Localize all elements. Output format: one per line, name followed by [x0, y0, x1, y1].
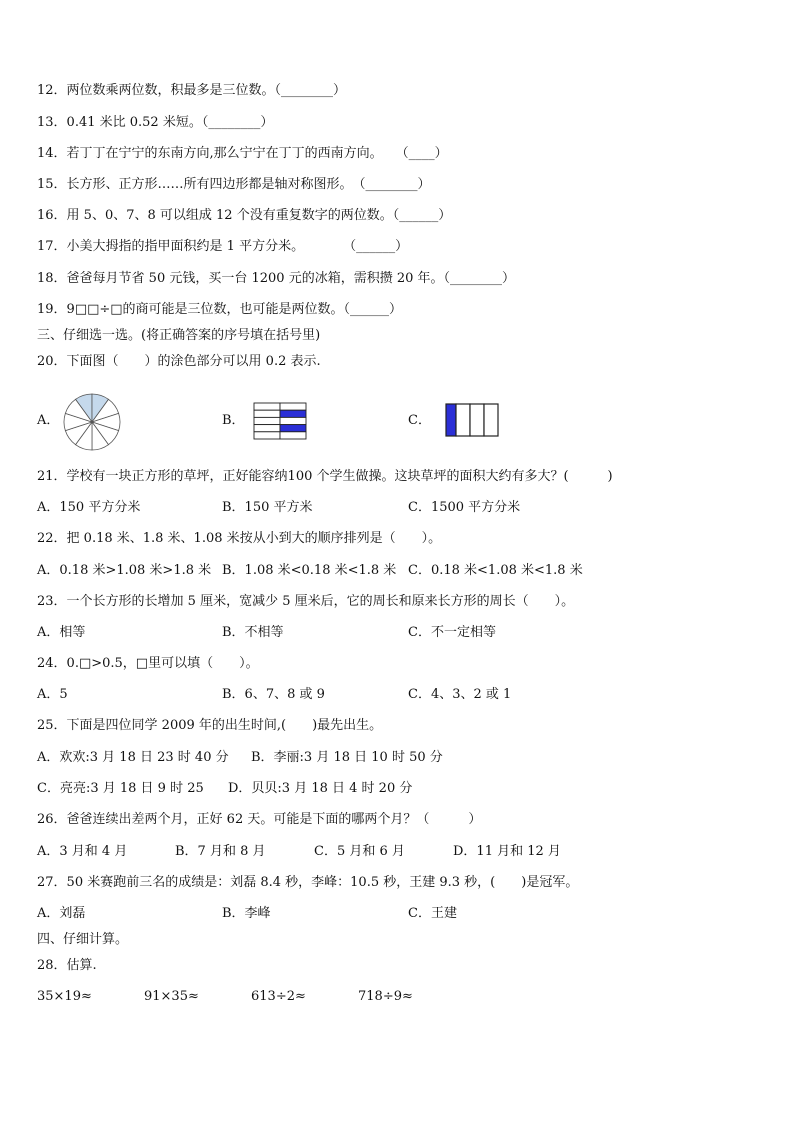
grid-cell-shaded [280, 410, 306, 417]
q23-option-a: A．相等 [37, 625, 86, 640]
question-12: 12．两位数乘两位数，积最多是三位数。（________） [37, 83, 347, 98]
bar-part [456, 404, 470, 436]
q26-option-b: B．7 月和 8 月 [175, 844, 266, 859]
q24-option-a: A．5 [37, 687, 68, 702]
bar-part-shaded [446, 404, 456, 436]
grid-cell [254, 417, 280, 424]
q24-option-b: B．6、7、8 或 9 [222, 687, 325, 702]
q21-option-a: A．150 平方分米 [37, 500, 141, 515]
pie-figure [62, 392, 122, 452]
question-24-stem: 24．0.□>0.5，□里可以填（ ）。 [37, 656, 259, 671]
bar-figure [444, 402, 500, 438]
estimate-expression-1: 35×19≈ [37, 989, 92, 1004]
estimate-expression-4: 718÷9≈ [358, 989, 413, 1004]
grid-cell [254, 425, 280, 432]
question-13: 13．0.41 米比 0.52 米短。（________） [37, 115, 274, 130]
pie-sectors [64, 394, 120, 450]
question-14: 14．若丁丁在宁宁的东南方向,那么宁宁在丁丁的西南方向。 （____） [37, 146, 448, 161]
question-17: 17．小美大拇指的指甲面积约是 1 平方分米。 （______） [37, 239, 409, 254]
grid-cell [280, 432, 306, 439]
q26-option-c: C．5 月和 6 月 [314, 844, 405, 859]
question-26-stem: 26．爸爸连续出差两个月，正好 62 天。可能是下面的哪两个月？（ ） [37, 812, 482, 827]
question-21-stem: 21．学校有一块正方形的草坪，正好能容纳100 个学生做操。这块草坪的面积大约有多大？( ) [37, 469, 613, 484]
q22-option-a: A．0.18 米>1.08 米>1.8 米 [37, 563, 212, 578]
q26-option-d: D．11 月和 12 月 [453, 844, 561, 859]
q25-option-b: B．李丽:3 月 18 日 10 时 50 分 [251, 750, 443, 765]
question-20-stem: 20．下面图（ ）的涂色部分可以用 0.2 表示. [37, 354, 321, 369]
grid-cell [280, 403, 306, 410]
question-18: 18．爸爸每月节省 50 元钱，买一台 1200 元的冰箱，需积攒 20 年。（________） [37, 271, 516, 286]
q24-option-c: C．4、3、2 或 1 [408, 687, 512, 702]
grid-cells [254, 403, 306, 439]
question-15: 15．长方形、正方形……所有四边形都是轴对称图形。 （________） [37, 177, 431, 192]
q20-option-b-label: B． [222, 413, 245, 428]
q25-option-a: A．欢欢:3 月 18 日 23 时 40 分 [37, 750, 229, 765]
q20-option-c-label: C． [408, 413, 431, 428]
estimate-expression-2: 91×35≈ [144, 989, 199, 1004]
grid-cell [280, 417, 306, 424]
question-25-stem: 25．下面是四位同学 2009 年的出生时间,( )最先出生。 [37, 718, 383, 733]
grid-cell [254, 410, 280, 417]
question-28-stem: 28．估算. [37, 958, 97, 973]
section-3-heading: 三、仔细选一选。(将正确答案的序号填在括号里) [37, 328, 321, 343]
section-4-heading: 四、仔细计算。 [37, 932, 129, 947]
q25-option-c: C．亮亮:3 月 18 日 9 时 25 [37, 781, 204, 796]
q27-option-b: B．李峰 [222, 906, 271, 921]
question-16: 16．用 5、0、7、8 可以组成 12 个没有重复数字的两位数。（______） [37, 208, 452, 223]
q25-option-d: D．贝贝:3 月 18 日 4 时 20 分 [228, 781, 413, 796]
estimate-expression-3: 613÷2≈ [251, 989, 306, 1004]
q27-option-a: A．刘磊 [37, 906, 86, 921]
question-27-stem: 27．50 米赛跑前三名的成绩是：刘磊 8.4 秒，李峰：10.5 秒，王建 9.3 秒，( )是冠军。 [37, 875, 579, 890]
q20-option-a-label: A． [37, 413, 60, 428]
grid-cell-shaded [280, 425, 306, 432]
q23-option-c: C．不一定相等 [408, 625, 496, 640]
q22-option-b: B．1.08 米<0.18 米<1.8 米 [222, 563, 397, 578]
grid-cell [254, 403, 280, 410]
bar-part [470, 404, 484, 436]
grid-figure [253, 402, 307, 440]
bar-part [484, 404, 498, 436]
grid-cell [254, 432, 280, 439]
question-23-stem: 23．一个长方形的长增加 5 厘米，宽减少 5 厘米后，它的周长和原来长方形的周长（ ）。 [37, 594, 575, 609]
q21-option-b: B．150 平方米 [222, 500, 313, 515]
q27-option-c: C．王建 [408, 906, 457, 921]
question-19: 19．9□□÷□的商可能是三位数，也可能是两位数。（______） [37, 302, 403, 317]
q26-option-a: A．3 月和 4 月 [37, 844, 128, 859]
question-22-stem: 22．把 0.18 米、1.8 米、1.08 米按从小到大的顺序排列是（ ）。 [37, 531, 442, 546]
bar-parts [446, 404, 498, 436]
q21-option-c: C．1500 平方分米 [408, 500, 521, 515]
q22-option-c: C．0.18 米<1.08 米<1.8 米 [408, 563, 583, 578]
q23-option-b: B．不相等 [222, 625, 284, 640]
